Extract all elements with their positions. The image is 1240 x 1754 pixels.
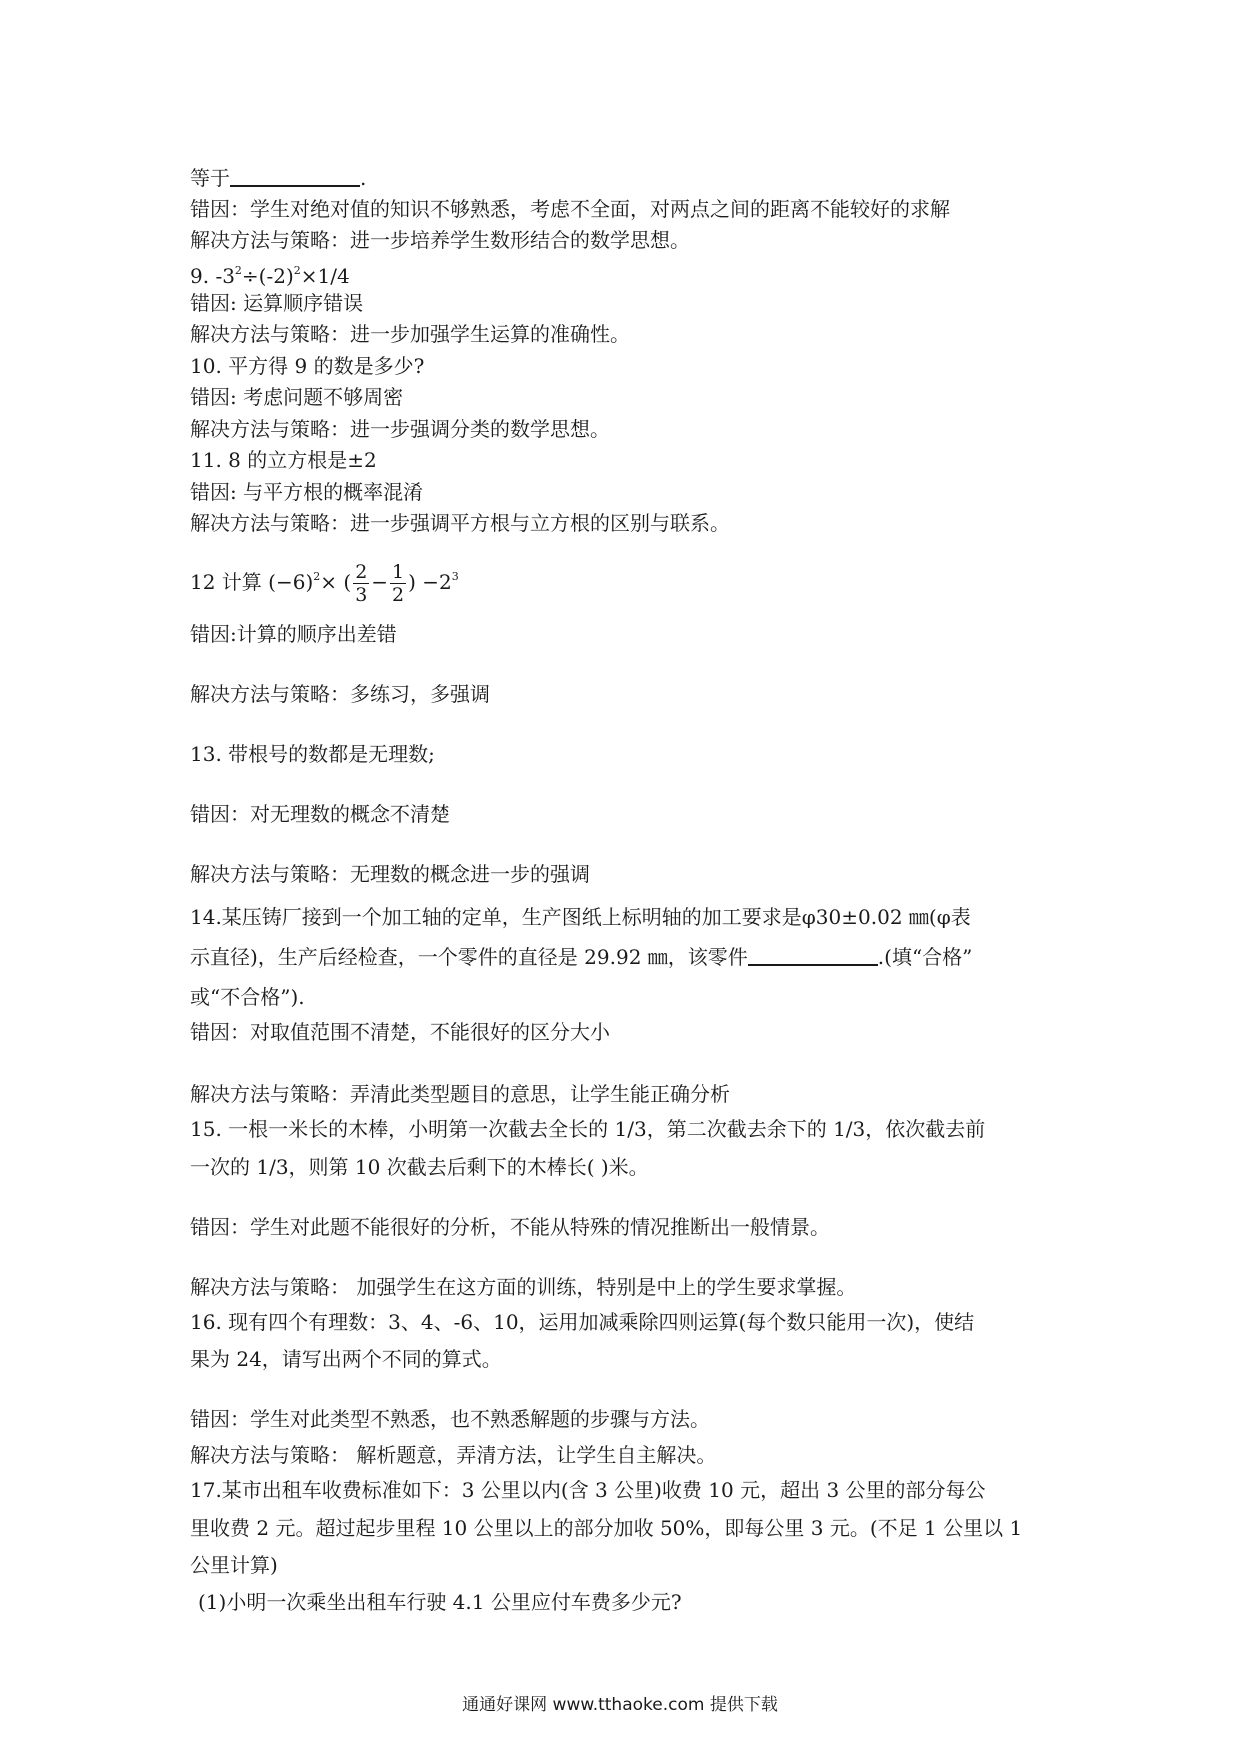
solution-strategy: 解决方法与策略：弄清此类型题目的意思，让学生能正确分析: [190, 1082, 730, 1106]
solution-strategy: 解决方法与策略：无理数的概念进一步的强调: [190, 862, 590, 886]
question-17-cont: 里收费 2 元。超过起步里程 10 公里以上的部分加收 50%，即每公里 3 元。(不足 1 公里以 1: [190, 1516, 1023, 1540]
error-reason: 错因：学生对绝对值的知识不够熟悉，考虑不全面，对两点之间的距离不能较好的求解: [190, 197, 950, 221]
question-14-cont: 或“不合格”).: [190, 985, 305, 1009]
error-reason: 错因: 运算顺序错误: [190, 291, 364, 315]
fraction: $\frac{2}{3}$: [355, 561, 368, 606]
error-reason: 错因：对取值范围不清楚，不能很好的区分大小: [190, 1020, 610, 1044]
solution-strategy: 解决方法与策略： 解析题意，弄清方法，让学生自主解决。: [190, 1443, 717, 1467]
question-17-part-1: (1)小明一次乘坐出租车行驶 4.1 公里应付车费多少元?: [198, 1590, 682, 1614]
solution-strategy: 解决方法与策略：进一步培养学生数形结合的数学思想。: [190, 228, 690, 252]
error-reason: 错因：学生对此类型不熟悉，也不熟悉解题的步骤与方法。: [190, 1407, 710, 1431]
error-reason: 错因: 与平方根的概率混淆: [190, 480, 424, 504]
question-9: 9. $-3^2\div(-2)^2\times 1/4$: [190, 264, 350, 288]
fraction: $\frac{1}{2}$: [392, 561, 405, 606]
question-14: 14.某压铸厂接到一个加工轴的定单，生产图纸上标明轴的加工要求是φ30±0.02 ㎜(φ表: [190, 905, 971, 929]
error-reason: 错因：对无理数的概念不清楚: [190, 802, 450, 826]
question-11: 11. 8 的立方根是±2: [190, 448, 377, 472]
solution-strategy: 解决方法与策略：多练习，多强调: [190, 682, 490, 706]
error-reason: 错因: 考虑问题不够周密: [190, 385, 404, 409]
question-10: 10. 平方得 9 的数是多少?: [190, 354, 425, 378]
error-reason: 错因:计算的顺序出差错: [190, 622, 397, 646]
error-reason: 错因：学生对此题不能很好的分析，不能从特殊的情况推断出一般情景。: [190, 1215, 830, 1239]
question-16: 16. 现有四个有理数：3、4、-6、10，运用加减乘除四则运算(每个数只能用一次)，使结: [190, 1310, 975, 1334]
question-15: 15. 一根一米长的木棒，小明第一次截去全长的 1/3，第二次截去余下的 1/3，依次截去前: [190, 1117, 986, 1141]
line-blank-question: 等于 .: [190, 166, 367, 190]
question-15-cont: 一次的 1/3，则第 10 次截去后剩下的木棒长( )米。: [190, 1155, 649, 1179]
question-13: 13. 带根号的数都是无理数;: [190, 742, 435, 766]
question-17-cont: 公里计算): [190, 1553, 278, 1577]
solution-strategy: 解决方法与策略：进一步加强学生运算的准确性。: [190, 322, 630, 346]
question-16-cont: 果为 24，请写出两个不同的算式。: [190, 1347, 502, 1371]
page-footer: 通通好课网 www.tthaoke.com 提供下载: [462, 1695, 778, 1715]
solution-strategy: 解决方法与策略： 加强学生在这方面的训练，特别是中上的学生要求掌握。: [190, 1275, 857, 1299]
solution-strategy: 解决方法与策略：进一步强调分类的数学思想。: [190, 417, 610, 441]
solution-strategy: 解决方法与策略：进一步强调平方根与立方根的区别与联系。: [190, 511, 730, 535]
question-17: 17.某市出租车收费标准如下：3 公里以内(含 3 公里)收费 10 元，超出 3 公里的部分每公: [190, 1478, 986, 1502]
answer-blank[interactable]: [230, 185, 360, 187]
question-14-cont: 示直径)，生产后经检查，一个零件的直径是 29.92 ㎜，该零件 .(填“合格”: [190, 945, 973, 969]
answer-blank[interactable]: [748, 964, 878, 966]
question-12: 12 计算 $(-6)^2\times$ ( $\frac{2}{3}$ − $\frac{1}{2}$ ) $-2^3$: [190, 561, 459, 606]
